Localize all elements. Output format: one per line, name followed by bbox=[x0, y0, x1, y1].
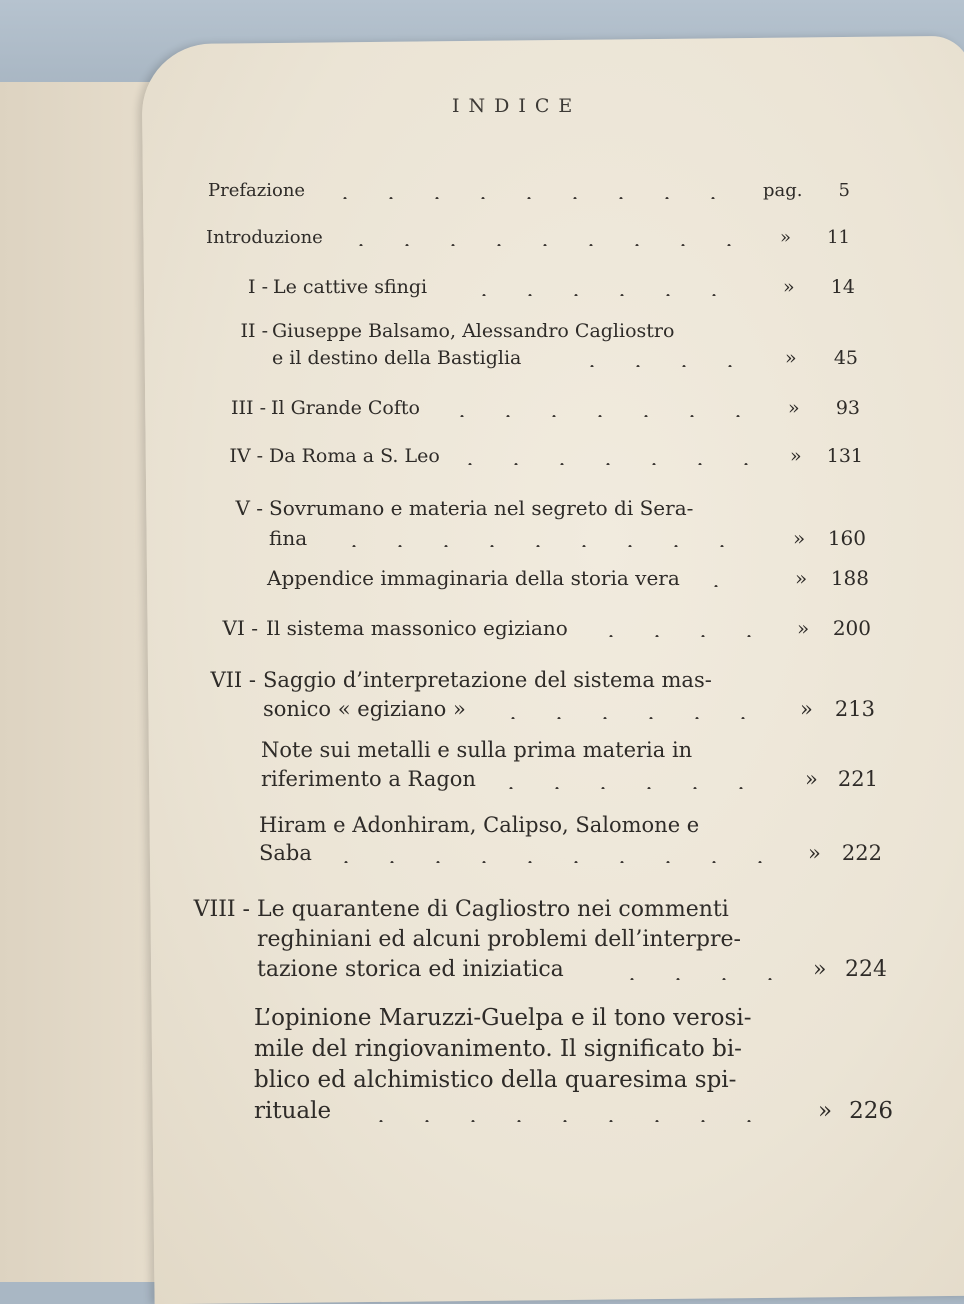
chapter-numeral: VII - bbox=[210, 668, 256, 692]
dot-leader bbox=[447, 463, 755, 465]
ditto-mark: » bbox=[797, 616, 810, 640]
chapter-numeral: VI - bbox=[222, 616, 258, 640]
entry-title-line: tazione storica ed iniziatica bbox=[257, 957, 564, 982]
dot-leader bbox=[323, 861, 773, 863]
ditto-mark: » bbox=[785, 347, 797, 369]
dot-leader bbox=[693, 585, 760, 587]
chapter-numeral: VIII - bbox=[193, 897, 250, 922]
chapter-numeral: III - bbox=[231, 397, 266, 419]
page-label: pag. bbox=[763, 180, 803, 201]
page-number: 222 bbox=[841, 841, 882, 865]
entry-title-line: Appendice immaginaria della storia vera bbox=[267, 566, 680, 590]
chapter-numeral: IV - bbox=[229, 445, 263, 467]
chapter-numeral: II - bbox=[240, 320, 268, 342]
page-title: INDICE bbox=[452, 95, 582, 117]
page-number: 221 bbox=[837, 767, 878, 791]
entry-title-line: Il Grande Cofto bbox=[271, 397, 420, 419]
ditto-mark: » bbox=[780, 227, 792, 248]
ditto-mark: » bbox=[788, 397, 800, 419]
entry-title-line: reghiniani ed alcuni problemi dell’interpre- bbox=[257, 927, 741, 952]
page-number: 11 bbox=[827, 227, 850, 248]
ditto-mark: » bbox=[808, 841, 821, 865]
dot-leader bbox=[439, 415, 752, 417]
entry-title-line: Prefazione bbox=[208, 180, 306, 201]
entry-title-line: rituale bbox=[254, 1098, 332, 1124]
ditto-mark: » bbox=[800, 697, 813, 721]
entry-title-line: fina bbox=[269, 526, 308, 550]
page-number: 200 bbox=[832, 616, 871, 640]
page-number: 160 bbox=[827, 526, 866, 550]
dot-leader bbox=[461, 294, 748, 296]
entry-title-line: mile del ringiovanimento. Il significato bi- bbox=[254, 1036, 742, 1062]
page-number: 93 bbox=[835, 397, 860, 419]
page-number: 224 bbox=[845, 957, 887, 982]
chapter-numeral: I - bbox=[248, 276, 268, 298]
ditto-mark: » bbox=[805, 767, 818, 791]
entry-title-line: Sovrumano e materia nel segreto di Sera- bbox=[269, 496, 694, 520]
entry-title-line: Da Roma a S. Leo bbox=[269, 445, 440, 467]
ditto-mark: » bbox=[813, 957, 827, 982]
dot-leader bbox=[338, 244, 745, 246]
page-number: 188 bbox=[830, 566, 869, 590]
entry-title-line: Saggio d’interpretazione del sistema mas- bbox=[263, 668, 712, 692]
entry-title-line: e il destino della Bastiglia bbox=[272, 347, 522, 369]
entry-title-line: Il sistema massonico egiziano bbox=[266, 616, 568, 640]
dot-leader bbox=[488, 787, 770, 789]
dot-leader bbox=[490, 717, 765, 719]
ditto-mark: » bbox=[790, 445, 802, 467]
page-number: 131 bbox=[826, 445, 863, 467]
entry-title-line: Introduzione bbox=[206, 227, 323, 248]
page-number: 5 bbox=[838, 180, 850, 201]
entry-title-line: sonico « egiziano » bbox=[263, 697, 466, 721]
entry-title-line: blico ed alchimistico della quaresima spi- bbox=[254, 1067, 737, 1093]
ditto-mark: » bbox=[818, 1098, 833, 1124]
entry-title-line: Le cattive sfingi bbox=[273, 276, 428, 298]
entry-title-line: Hiram e Adonhiram, Calipso, Salomone e bbox=[259, 813, 700, 837]
entry-title-line: riferimento a Ragon bbox=[261, 767, 476, 791]
ditto-mark: » bbox=[783, 276, 795, 298]
chapter-numeral: V - bbox=[235, 496, 263, 520]
entry-title-line: L’opinione Maruzzi-Guelpa e il tono verosi- bbox=[254, 1005, 752, 1031]
entry-title-line: Giuseppe Balsamo, Alessandro Cagliostro bbox=[272, 320, 675, 342]
dot-leader bbox=[358, 1120, 783, 1122]
dot-leader bbox=[588, 635, 762, 637]
page-number: 45 bbox=[833, 347, 858, 369]
entry-title-line: Saba bbox=[259, 841, 312, 865]
dot-leader bbox=[331, 545, 758, 547]
dot-leader bbox=[322, 197, 720, 199]
entry-title-line: Le quarantene di Cagliostro nei commenti bbox=[257, 897, 729, 922]
page-number: 226 bbox=[849, 1098, 893, 1124]
entry-title-line: Note sui metalli e sulla prima materia in bbox=[261, 738, 693, 762]
ditto-mark: » bbox=[793, 526, 806, 550]
page-number: 213 bbox=[834, 697, 875, 721]
dot-leader bbox=[569, 365, 750, 367]
ditto-mark: » bbox=[795, 566, 808, 590]
page-number: 14 bbox=[830, 276, 855, 298]
dot-leader bbox=[609, 978, 778, 980]
facing-page-edge bbox=[0, 82, 160, 1282]
